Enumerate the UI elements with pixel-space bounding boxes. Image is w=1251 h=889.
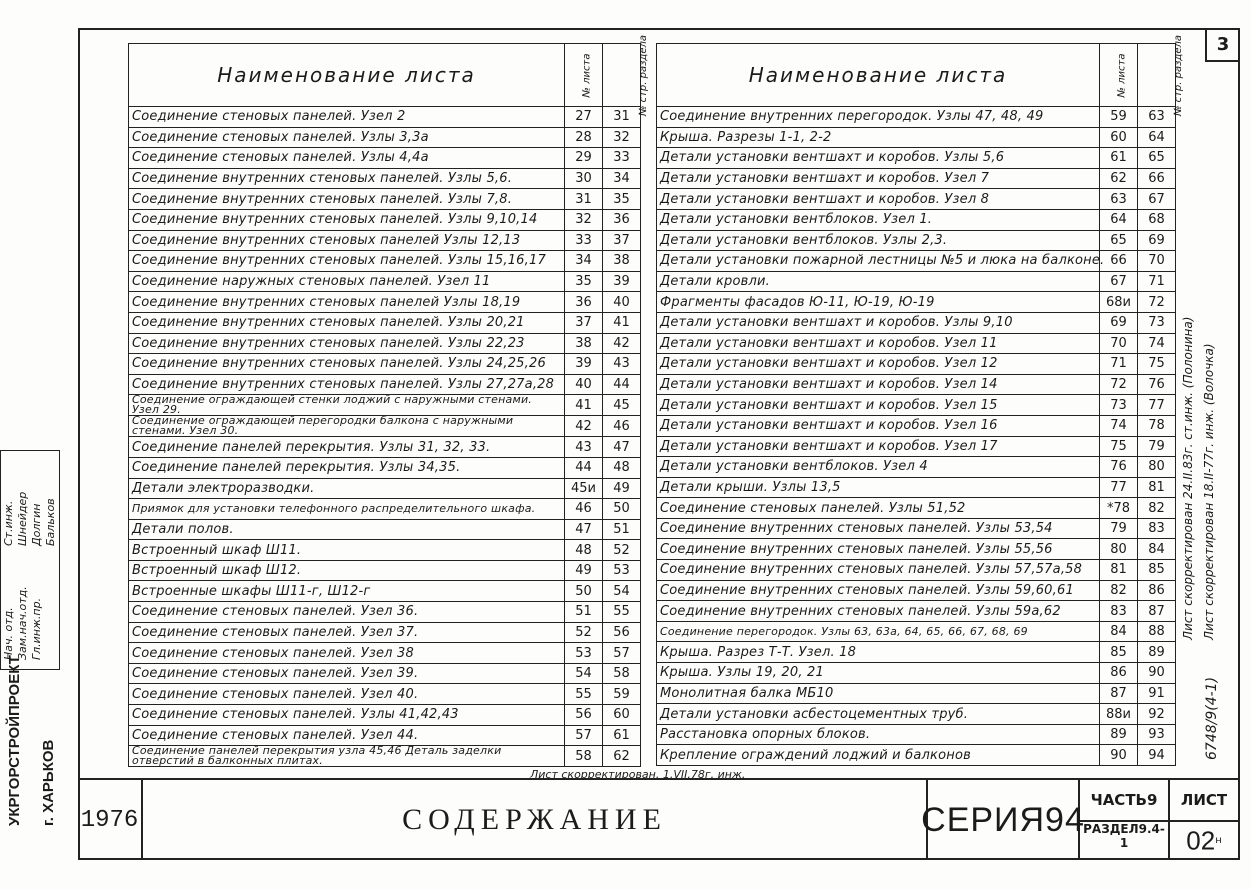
section-label: РАЗДЕЛ9.4-1 [1083, 822, 1165, 850]
row-sheet-no: 83 [1100, 601, 1138, 622]
row-sheet-no: 69 [1100, 312, 1138, 333]
row-sheet-no: 52 [565, 622, 603, 643]
row-page-no: 52 [603, 540, 641, 561]
row-name: Соединение стеновых панелей. Узел 38 [129, 643, 565, 664]
sheet-label: ЛИСТ [1170, 780, 1238, 822]
row-sheet-no: 58 [565, 746, 603, 767]
row-sheet-no: 49 [565, 560, 603, 581]
row-name: Соединение стеновых панелей. Узел 2 [129, 107, 565, 128]
row-page-no: 45 [603, 395, 641, 416]
table-row [129, 189, 641, 210]
table-row [129, 478, 641, 499]
row-name: Соединение стеновых панелей. Узел 37. [129, 622, 565, 643]
row-page-no: 63 [1138, 107, 1176, 128]
role-st-inzh: Ст.инж. [2, 500, 15, 546]
row-sheet-no: 34 [565, 251, 603, 272]
row-sheet-no: 29 [565, 148, 603, 169]
row-page-no: 66 [1138, 168, 1176, 189]
contents-table-right [656, 34, 1184, 766]
row-page-no: 31 [603, 107, 641, 128]
sheet-title: СОДЕРЖАНИЕ [402, 803, 667, 836]
row-page-no: 67 [1138, 189, 1176, 210]
table-row [129, 499, 641, 520]
table-row [129, 437, 641, 458]
row-page-no: 38 [603, 251, 641, 272]
table-row [657, 415, 1176, 436]
row-sheet-no: 33 [565, 230, 603, 251]
row-page-no: 53 [603, 560, 641, 581]
table-row [129, 457, 641, 478]
row-name: Соединение стеновых панелей. Узлы 51,52 [657, 498, 1100, 519]
row-name: Крепление ограждений лоджий и балконов [657, 745, 1100, 766]
header-sheet-no: № листа [565, 44, 603, 107]
sheet-cell [1170, 780, 1238, 860]
table-row [657, 642, 1176, 663]
row-name: Соединение внутренних стеновых панелей. Узлы 59,60,61 [657, 580, 1100, 601]
row-page-no: 55 [603, 602, 641, 623]
row-name: Детали установки вентшахт и коробов. Узел 15 [657, 395, 1100, 416]
row-sheet-no: 36 [565, 292, 603, 313]
row-name: Соединение внутренних стеновых панелей. Узлы 9,10,14 [129, 209, 565, 230]
row-page-no: 77 [1138, 395, 1176, 416]
table-row [657, 477, 1176, 498]
table-row [657, 127, 1176, 148]
row-sheet-no: 80 [1100, 539, 1138, 560]
row-name: Детали установки вентшахт и коробов. Узел 8 [657, 189, 1100, 210]
drawing-code: 6748/9(4-1) [1204, 676, 1220, 760]
table-row [129, 560, 641, 581]
role-nach-otd: Нач. отд. [2, 607, 15, 660]
table-row [129, 374, 641, 395]
table-row [129, 127, 641, 148]
table-row [657, 498, 1176, 519]
row-sheet-no: 37 [565, 312, 603, 333]
table-row [657, 374, 1176, 395]
table-row [129, 540, 641, 561]
contents-table-left [128, 34, 649, 768]
row-page-no: 76 [1138, 374, 1176, 395]
table-row [129, 354, 641, 375]
row-sheet-no: 84 [1100, 621, 1138, 642]
table-row [129, 271, 641, 292]
correction-note-2: Лист скорректирован 18.II-77г. инж. (Волочка) [1202, 343, 1216, 640]
row-page-no: 70 [1138, 251, 1176, 272]
table-row [129, 705, 641, 726]
row-page-no: 74 [1138, 333, 1176, 354]
row-sheet-no: 89 [1100, 724, 1138, 745]
row-name: Соединение внутренних стеновых панелей. Узлы 15,16,17 [129, 251, 565, 272]
row-page-no: 44 [603, 374, 641, 395]
row-name: Детали установки вентблоков. Узел 1. [657, 209, 1100, 230]
row-page-no: 46 [603, 416, 641, 437]
row-sheet-no: 28 [565, 127, 603, 148]
row-name: Соединение внутренних стеновых панелей. Узлы 53,54 [657, 518, 1100, 539]
table-row [129, 292, 641, 313]
row-name: Соединение ограждающей стенки лоджий с наружными стенами. Узел 29. [129, 395, 565, 416]
table-row [129, 725, 641, 746]
row-page-no: 89 [1138, 642, 1176, 663]
table-row [657, 724, 1176, 745]
row-sheet-no: 39 [565, 354, 603, 375]
row-name: Детали установки асбестоцементных труб. [657, 704, 1100, 725]
row-name: Встроенный шкаф Ш12. [129, 560, 565, 581]
table-row [129, 519, 641, 540]
row-page-no: 56 [603, 622, 641, 643]
row-name: Фрагменты фасадов Ю-11, Ю-19, Ю-19 [657, 292, 1100, 313]
row-page-no: 78 [1138, 415, 1176, 436]
row-name: Детали установки вентшахт и коробов. Узел 17 [657, 436, 1100, 457]
table-row [657, 271, 1176, 292]
row-sheet-no: 56 [565, 705, 603, 726]
row-page-no: 84 [1138, 539, 1176, 560]
name-balkov: Бальков [44, 498, 57, 546]
row-page-no: 62 [603, 746, 641, 767]
row-sheet-no: 54 [565, 663, 603, 684]
row-page-no: 80 [1138, 457, 1176, 478]
year: 1976 [80, 806, 139, 834]
row-page-no: 41 [603, 312, 641, 333]
sheet-value: 02 [1186, 825, 1216, 856]
row-sheet-no: 75 [1100, 436, 1138, 457]
row-sheet-no: 67 [1100, 271, 1138, 292]
table-row [657, 354, 1176, 375]
row-page-no: 47 [603, 437, 641, 458]
row-page-no: 35 [603, 189, 641, 210]
row-name: Соединение стеновых панелей. Узел 44. [129, 725, 565, 746]
row-name: Соединение внутренних стеновых панелей. Узлы 59а,62 [657, 601, 1100, 622]
row-sheet-no: 59 [1100, 107, 1138, 128]
table-row [129, 746, 641, 767]
row-name: Соединение внутренних стеновых панелей. Узлы 7,8. [129, 189, 565, 210]
row-page-no: 34 [603, 168, 641, 189]
row-name: Соединение внутренних стеновых панелей. Узлы 55,56 [657, 539, 1100, 560]
row-sheet-no: 32 [565, 209, 603, 230]
contents-rows-left [129, 107, 641, 767]
row-name: Соединение стеновых панелей. Узел 36. [129, 602, 565, 623]
row-name: Встроенные шкафы Ш11-г, Ш12-г [129, 581, 565, 602]
row-sheet-no: 82 [1100, 580, 1138, 601]
row-page-no: 32 [603, 127, 641, 148]
table-row [657, 601, 1176, 622]
row-name: Детали кровли. [657, 271, 1100, 292]
contents-rows-right [657, 107, 1176, 766]
row-sheet-no: 62 [1100, 168, 1138, 189]
row-sheet-no: 76 [1100, 457, 1138, 478]
part-cell [1080, 780, 1170, 860]
row-sheet-no: 88и [1100, 704, 1138, 725]
row-name: Детали установки вентблоков. Узел 4 [657, 457, 1100, 478]
row-name: Соединение перегородок. Узлы 63, 63а, 64, 65, 66, 67, 68, 69 [657, 621, 1100, 642]
row-name: Соединение наружных стеновых панелей. Узел 11 [129, 271, 565, 292]
part-label: ЧАСТЬ9 [1080, 780, 1168, 822]
table-row [129, 333, 641, 354]
sheet-suffix: н [1215, 835, 1222, 846]
table-row [657, 704, 1176, 725]
row-name: Детали установки пожарной лестницы №5 и люка на балконе. [657, 251, 1100, 272]
table-row [129, 312, 641, 333]
row-name: Крыша. Разрез Т-Т. Узел. 18 [657, 642, 1100, 663]
table-row [657, 457, 1176, 478]
table-row [657, 292, 1176, 313]
row-page-no: 71 [1138, 271, 1176, 292]
row-name: Соединение внутренних стеновых панелей. Узлы 24,25,26 [129, 354, 565, 375]
row-name: Детали полов. [129, 519, 565, 540]
row-sheet-no: 72 [1100, 374, 1138, 395]
row-sheet-no: 77 [1100, 477, 1138, 498]
row-name: Детали установки вентблоков. Узлы 2,3. [657, 230, 1100, 251]
row-sheet-no: 47 [565, 519, 603, 540]
row-page-no: 54 [603, 581, 641, 602]
row-page-no: 73 [1138, 312, 1176, 333]
row-name: Встроенный шкаф Ш11. [129, 540, 565, 561]
table-row [657, 436, 1176, 457]
row-page-no: 92 [1138, 704, 1176, 725]
row-page-no: 90 [1138, 663, 1176, 684]
title-cell [143, 780, 928, 860]
row-name: Детали установки вентшахт и коробов. Узел 16 [657, 415, 1100, 436]
table-row [657, 168, 1176, 189]
row-page-no: 85 [1138, 560, 1176, 581]
table-row [129, 230, 641, 251]
row-page-no: 64 [1138, 127, 1176, 148]
row-name: Монолитная балка МБ10 [657, 683, 1100, 704]
row-sheet-no: 48 [565, 540, 603, 561]
row-sheet-no: 90 [1100, 745, 1138, 766]
table-row [129, 622, 641, 643]
table-row [129, 251, 641, 272]
row-sheet-no: 71 [1100, 354, 1138, 375]
table-row [657, 230, 1176, 251]
row-sheet-no: 60 [1100, 127, 1138, 148]
table-row [657, 395, 1176, 416]
row-name: Детали установки вентшахт и коробов. Узел 11 [657, 333, 1100, 354]
row-name: Детали установки вентшахт и коробов. Узел 12 [657, 354, 1100, 375]
correction-note-1: Лист скорректирован 24.II.83г. ст.инж. (Полонина) [1181, 316, 1195, 640]
row-sheet-no: 53 [565, 643, 603, 664]
row-sheet-no: 74 [1100, 415, 1138, 436]
row-sheet-no: 68и [1100, 292, 1138, 313]
table-row [129, 416, 641, 437]
row-sheet-no: 55 [565, 684, 603, 705]
row-sheet-no: 42 [565, 416, 603, 437]
row-name: Соединение внутренних стеновых панелей. Узлы 20,21 [129, 312, 565, 333]
row-page-no: 50 [603, 499, 641, 520]
row-name: Соединение внутренних стеновых панелей Узлы 12,13 [129, 230, 565, 251]
header-name: Наименование листа [129, 44, 565, 107]
row-sheet-no: 45и [565, 478, 603, 499]
table-row [129, 395, 641, 416]
row-sheet-no: 86 [1100, 663, 1138, 684]
table-row [129, 107, 641, 128]
row-page-no: 48 [603, 457, 641, 478]
table-row [657, 107, 1176, 128]
row-page-no: 36 [603, 209, 641, 230]
table-row [657, 745, 1176, 766]
row-name: Детали установки вентшахт и коробов. Узлы 9,10 [657, 312, 1100, 333]
row-name: Детали установки вентшахт и коробов. Узлы 5,6 [657, 148, 1100, 169]
row-page-no: 42 [603, 333, 641, 354]
table-row [129, 602, 641, 623]
table-row [129, 209, 641, 230]
row-sheet-no: 27 [565, 107, 603, 128]
row-sheet-no: 44 [565, 457, 603, 478]
row-name: Приямок для установки телефонного распределительного шкафа. [129, 499, 565, 520]
table-row [657, 683, 1176, 704]
row-sheet-no: 61 [1100, 148, 1138, 169]
series: СЕРИЯ94 [921, 800, 1085, 839]
row-sheet-no: 43 [565, 437, 603, 458]
row-name: Соединение внутренних стеновых панелей. Узлы 22,23 [129, 333, 565, 354]
row-sheet-no: 70 [1100, 333, 1138, 354]
table-row [129, 581, 641, 602]
row-name: Соединение стеновых панелей. Узлы 41,42,43 [129, 705, 565, 726]
row-name: Соединение стеновых панелей. Узлы 3,3а [129, 127, 565, 148]
row-name: Соединение панелей перекрытия узла 45,46 Деталь заделки отверстий в балконных плитах. [129, 746, 565, 767]
row-sheet-no: 79 [1100, 518, 1138, 539]
row-page-no: 87 [1138, 601, 1176, 622]
series-cell [921, 780, 1085, 860]
row-sheet-no: 50 [565, 581, 603, 602]
table-row [657, 560, 1176, 581]
row-sheet-no: 41 [565, 395, 603, 416]
row-name: Соединение стеновых панелей. Узел 39. [129, 663, 565, 684]
row-page-no: 82 [1138, 498, 1176, 519]
table-header [657, 44, 1176, 107]
row-page-no: 83 [1138, 518, 1176, 539]
table-row [129, 643, 641, 664]
row-sheet-no: 65 [1100, 230, 1138, 251]
row-page-no: 58 [603, 663, 641, 684]
row-sheet-no: 30 [565, 168, 603, 189]
correction-note-bottom: Лист скорректирован. 1.VII.78г. инж. [530, 768, 746, 781]
role-gl-inzh: Гл.инж.пр. [30, 597, 43, 660]
header-page-no: № стр. раздела [1138, 44, 1176, 107]
table-row [657, 148, 1176, 169]
left-stamp [0, 450, 78, 830]
table-row [657, 333, 1176, 354]
row-name: Соединение внутренних стеновых панелей. Узлы 57,57а,58 [657, 560, 1100, 581]
year-cell [78, 780, 143, 860]
row-sheet-no: 31 [565, 189, 603, 210]
row-name: Расстановка опорных блоков. [657, 724, 1100, 745]
org-city: г. ХАРЬКОВ [40, 739, 57, 826]
table-row [129, 684, 641, 705]
row-page-no: 72 [1138, 292, 1176, 313]
table-row [657, 539, 1176, 560]
row-name: Соединение панелей перекрытия. Узлы 31, 32, 33. [129, 437, 565, 458]
row-sheet-no: 38 [565, 333, 603, 354]
row-sheet-no: 40 [565, 374, 603, 395]
header-name: Наименование листа [657, 44, 1100, 107]
row-page-no: 94 [1138, 745, 1176, 766]
row-page-no: 39 [603, 271, 641, 292]
row-page-no: 79 [1138, 436, 1176, 457]
table-row [129, 663, 641, 684]
row-page-no: 33 [603, 148, 641, 169]
row-sheet-no: 64 [1100, 209, 1138, 230]
row-sheet-no: *78 [1100, 498, 1138, 519]
row-page-no: 59 [603, 684, 641, 705]
sheet-value-wrap [1170, 822, 1238, 860]
table-row [657, 621, 1176, 642]
row-page-no: 91 [1138, 683, 1176, 704]
row-page-no: 69 [1138, 230, 1176, 251]
row-name: Соединение ограждающей перегородки балкона с наружными стенами. Узел 30. [129, 416, 565, 437]
table-row [657, 251, 1176, 272]
row-sheet-no: 35 [565, 271, 603, 292]
table-row [657, 518, 1176, 539]
row-page-no: 61 [603, 725, 641, 746]
row-name: Детали установки вентшахт и коробов. Узел 14 [657, 374, 1100, 395]
row-name: Соединение стеновых панелей. Узел 40. [129, 684, 565, 705]
row-page-no: 88 [1138, 621, 1176, 642]
row-sheet-no: 81 [1100, 560, 1138, 581]
row-name: Крыша. Разрезы 1-1, 2-2 [657, 127, 1100, 148]
row-page-no: 68 [1138, 209, 1176, 230]
table-row [657, 189, 1176, 210]
table-header [129, 44, 641, 107]
row-page-no: 93 [1138, 724, 1176, 745]
row-name: Соединение внутренних стеновых панелей Узлы 18,19 [129, 292, 565, 313]
table-row [657, 580, 1176, 601]
row-name: Детали электроразводки. [129, 478, 565, 499]
row-sheet-no: 73 [1100, 395, 1138, 416]
row-page-no: 86 [1138, 580, 1176, 601]
row-sheet-no: 87 [1100, 683, 1138, 704]
row-page-no: 57 [603, 643, 641, 664]
row-name: Детали крыши. Узлы 13,5 [657, 477, 1100, 498]
table-row [657, 312, 1176, 333]
row-sheet-no: 46 [565, 499, 603, 520]
row-page-no: 65 [1138, 148, 1176, 169]
row-page-no: 75 [1138, 354, 1176, 375]
row-page-no: 51 [603, 519, 641, 540]
row-sheet-no: 63 [1100, 189, 1138, 210]
table-row [657, 663, 1176, 684]
header-page-no: № стр. раздела [603, 44, 641, 107]
header-sheet-no: № листа [1100, 44, 1138, 107]
name-dolgin: Долгин [30, 503, 43, 546]
row-name: Соединение стеновых панелей. Узлы 4,4а [129, 148, 565, 169]
row-name: Детали установки вентшахт и коробов. Узел 7 [657, 168, 1100, 189]
table-row [129, 168, 641, 189]
title-block [78, 778, 1240, 860]
row-name: Соединение внутренних перегородок. Узлы 47, 48, 49 [657, 107, 1100, 128]
row-page-no: 81 [1138, 477, 1176, 498]
row-name: Крыша. Узлы 19, 20, 21 [657, 663, 1100, 684]
row-page-no: 37 [603, 230, 641, 251]
row-sheet-no: 66 [1100, 251, 1138, 272]
row-name: Соединение панелей перекрытия. Узлы 34,35. [129, 457, 565, 478]
row-sheet-no: 85 [1100, 642, 1138, 663]
row-page-no: 40 [603, 292, 641, 313]
row-name: Соединение внутренних стеновых панелей. Узлы 5,6. [129, 168, 565, 189]
row-page-no: 60 [603, 705, 641, 726]
role-zam-nach: Зам.нач.отд. [16, 586, 29, 660]
table-row [129, 148, 641, 169]
row-sheet-no: 57 [565, 725, 603, 746]
table-row [657, 209, 1176, 230]
org-name: УКРГОРСТРОЙПРОЕКТ [6, 655, 23, 826]
row-page-no: 43 [603, 354, 641, 375]
row-page-no: 49 [603, 478, 641, 499]
row-sheet-no: 51 [565, 602, 603, 623]
page-number: 3 [1205, 30, 1239, 62]
name-shneider: Шнейдер [16, 491, 29, 546]
row-name: Соединение внутренних стеновых панелей. Узлы 27,27а,28 [129, 374, 565, 395]
